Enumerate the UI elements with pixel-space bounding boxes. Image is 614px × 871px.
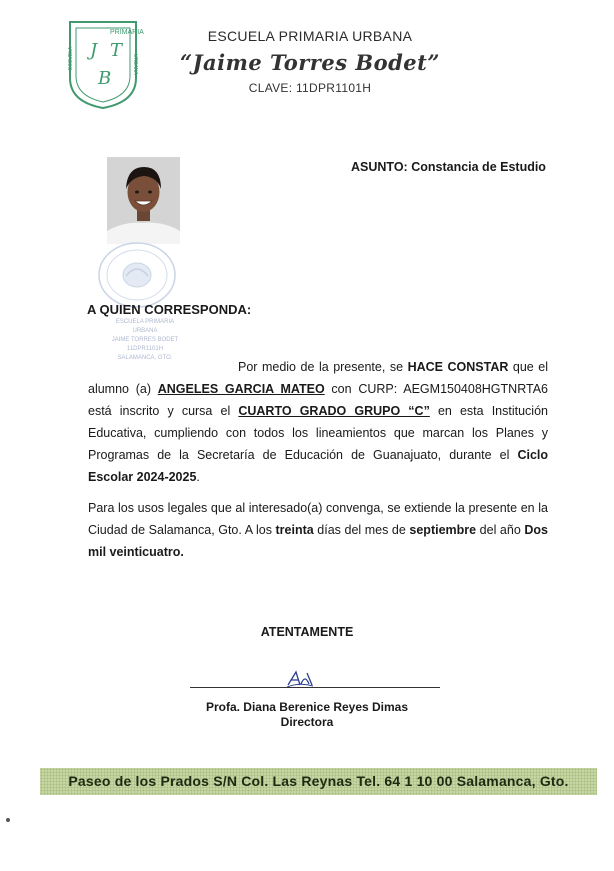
body-text: Para los usos legales que al interesado(a) convenga, se extiende la presente en la Ciudad de Salamanca, Gto. A los [88, 501, 548, 537]
student-photo-image [107, 157, 180, 244]
body-text: con CURP: AEGM150408HGTNRTA6 está inscrito y cursa el [88, 382, 548, 418]
signer-name: Profa. Diana Berenice Reyes Dimas [205, 700, 409, 714]
footer-address: Paseo de los Prados S/N Col. Las Reynas Tel. 64 1 10 00 Salamanca, Gto. [68, 773, 569, 789]
school-key: CLAVE: 11DPR1101H [248, 81, 372, 95]
body-text: que el alumno (a) [88, 360, 548, 396]
signature-line [190, 687, 440, 688]
seal-stamp-line: ESCUELA PRIMARIA [115, 319, 175, 325]
body-text: . [196, 470, 200, 484]
student-name: ANGELES GARCIA MATEO [157, 382, 325, 396]
signer-role: Directora [280, 715, 334, 729]
official-seal [96, 240, 178, 310]
school-cycle: Ciclo Escolar 2024-2025 [88, 448, 548, 484]
seal-stamp-line: URBANA [132, 328, 158, 334]
logo-initial-b: B [98, 68, 112, 89]
student-photo [107, 157, 180, 244]
body-text: en esta Institución Educativa, cumpliendo con todos los lineamientos que marcan los Planes y Programas de la Secretaría de Educación de Guanajuato, durante el [88, 404, 548, 462]
footer-band [40, 768, 597, 795]
logo-initial-t: T [110, 40, 123, 61]
issue-month: septiembre [409, 523, 477, 537]
subject-value: Constancia de Estudio [411, 160, 546, 174]
school-logo [66, 18, 144, 110]
seal-stamp-line: JAIME TORRES BODET [111, 337, 179, 343]
subject-line [351, 160, 546, 174]
seal-stamp-line: 11DPR1101H [126, 346, 164, 352]
certificate-paragraph [88, 356, 548, 488]
school-name: “Jaime Torres Bodet” [180, 50, 440, 75]
issue-day: treinta [275, 523, 314, 537]
greeting: A QUIEN CORRESPONDA: [87, 302, 252, 317]
issuance-paragraph [88, 497, 548, 563]
closing: ATENTAMENTE [260, 625, 354, 639]
body-text: días del mes de [313, 523, 410, 537]
school-type: ESCUELA PRIMARIA URBANA [207, 28, 413, 44]
subject-label: ASUNTO: [351, 160, 408, 174]
scan-speck [6, 818, 10, 822]
body-text: del año [476, 523, 525, 537]
grade-group: CUARTO GRADO GRUPO “C” [238, 404, 430, 418]
issue-year: Dos mil veinticuatro. [88, 523, 548, 559]
logo-text: PRIMARIA [110, 29, 144, 36]
logo-initial-j: J [90, 40, 98, 61]
seal-stamp-line: SALAMANCA, GTO. [117, 355, 173, 361]
body-text: Por medio de la presente, se [238, 360, 408, 374]
logo-side-left: ESCUELA [68, 46, 74, 70]
body-emphasis: HACE CONSTAR [407, 360, 509, 374]
logo-side-right: URBANA [132, 54, 138, 75]
